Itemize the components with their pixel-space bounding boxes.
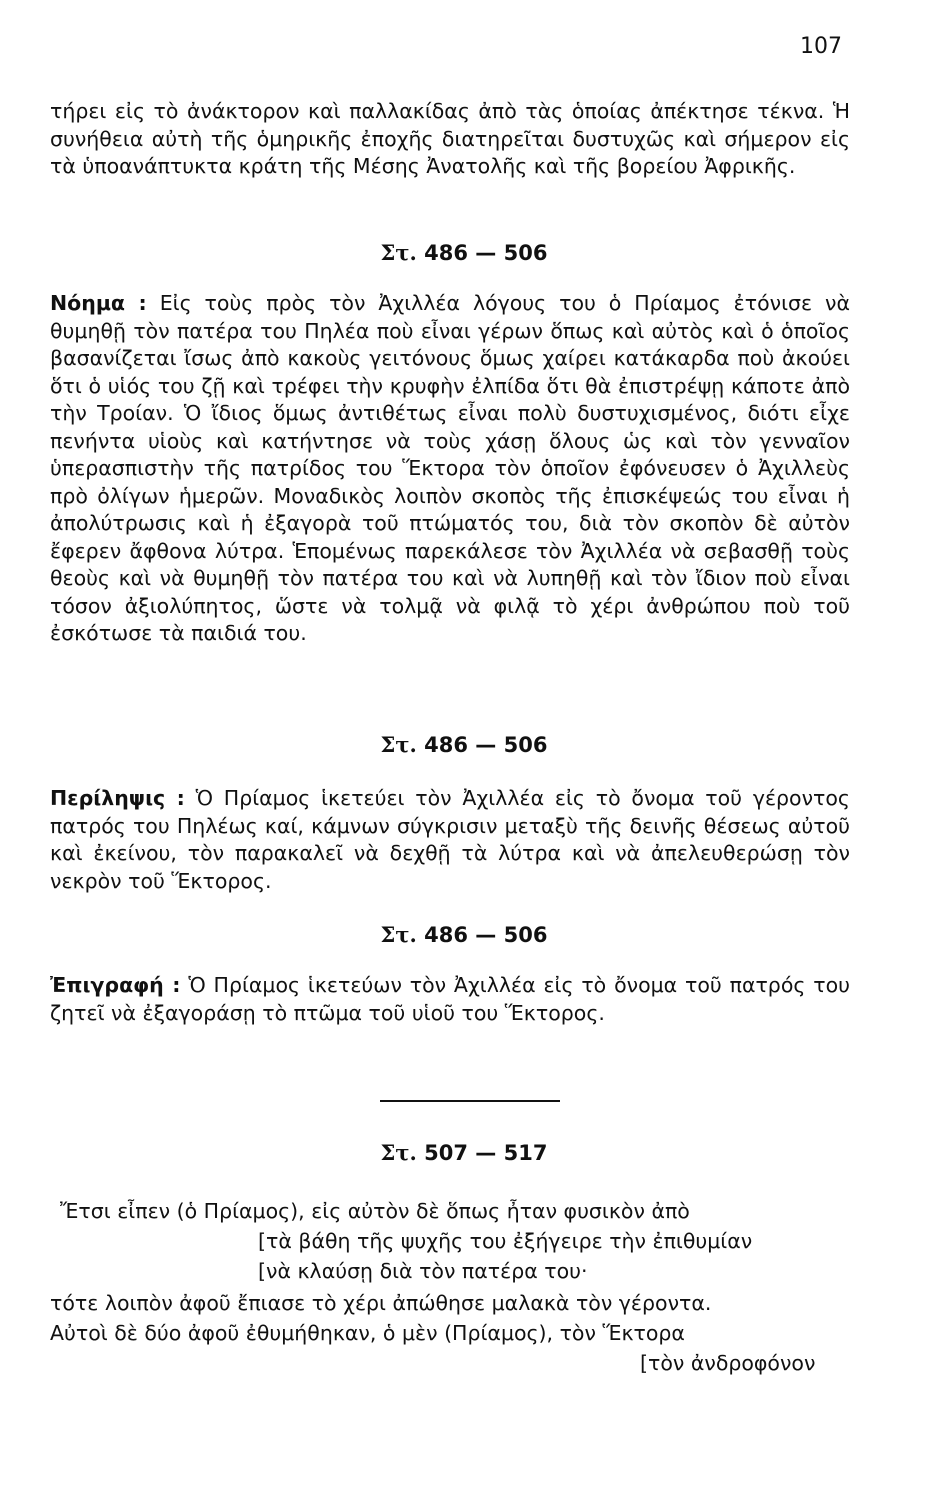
heading-st: Στ. bbox=[380, 240, 417, 265]
noima-text: Εἰς τοὺς πρὸς τὸν Ἀχιλλέα λόγους του ὁ Πρίαμος ἐτόνισε νὰ θυμηθῇ τὸν πατέρα του Πηλέα ποὺ εἶναι γέρων ὅπως καὶ αὐτὸς καὶ ὁ ὁποῖος βασανίζεται ἴσως ἀπὸ κακοὺς γειτόνους ὅμως χαίρει κατάκαρδα ποὺ ἀκούει ὅτι ὁ υἱός του ζῇ καὶ τρέφει τὴν κρυφὴν ἐλπίδα ὅτι θὰ ἐπιστρέψῃ κάποτε ἀπὸ τὴν Τροίαν. Ὁ ἴδιος ὅμως ἀντιθέτως εἶναι πολὺ δυστυχισμένος, διότι εἶχε πενήντα υἱοὺς καὶ κατήντησε νὰ τοὺς χάσῃ ὅλους ὡς καὶ τὸν γενναῖον ὑπερασπιστὴν τῆς πατρίδος του Ἕκτορα τὸν ὁποῖον ἐφόνευσεν ὁ Ἀχιλλεὺς πρὸ ὀλίγων ἡμερῶν. Μοναδικὸς λοιπὸν σκοπὸς τῆς ἐπισκέψεώς του εἶναι ἡ ἀπολύτρωσις καὶ ἡ ἐξαγορὰ τοῦ πτώματός του, διὰ τὸν σκοπὸν δὲ αὐτὸν ἔφερεν ἄφθονα λύτρα. Ἑπομένως παρεκάλεσε τὸν Ἀχιλλέα νὰ σεβασθῇ τοὺς θεοὺς καὶ νὰ θυμηθῇ τὸν πατέρα του καὶ νὰ λυπηθῇ καὶ τὸν ἴδιον ποὺ εἶναι τόσον ἀξιολύπητος, ὥστε νὰ τολμᾷ νὰ φιλᾷ τὸ χέρι ἀνθρώπου ποὺ τοῦ ἐσκότωσε τὰ παιδιά του. bbox=[50, 291, 850, 645]
epigrafi-label: Ἐπιγραφή : bbox=[50, 973, 181, 997]
heading-range: 486 — 506 bbox=[424, 923, 548, 947]
section-divider bbox=[380, 1100, 560, 1102]
translation-line: [τὸν ἀνδροφόνον bbox=[640, 1351, 816, 1375]
epigrafi-paragraph bbox=[50, 972, 850, 1027]
heading-range: 507 — 517 bbox=[424, 1141, 548, 1165]
translation-line: Αὐτοὶ δὲ δύο ἀφοῦ ἐθυμήθηκαν, ὁ μὲν (Πρίαμος), τὸν Ἕκτορα bbox=[50, 1321, 685, 1345]
noima-paragraph bbox=[50, 290, 850, 648]
section-heading-perilipsis bbox=[0, 732, 928, 757]
intro-paragraph: τήρει εἰς τὸ ἀνάκτορον καὶ παλλακίδας ἀπὸ τὰς ὁποίας ἀπέκτησε τέκνα. Ἡ συνήθεια αὐτὴ τῆς ὁμηρικῆς ἐποχῆς διατηρεῖται δυστυχῶς καὶ σήμερον εἰς τὰ ὑποανάπτυκτα κράτη τῆς Μέσης Ἀνατολῆς καὶ τῆς βορείου Ἀφρικῆς. bbox=[50, 99, 850, 178]
heading-range: 486 — 506 bbox=[424, 241, 548, 265]
perilipsis-paragraph bbox=[50, 785, 850, 895]
translation-line: [νὰ κλαύσῃ διὰ τὸν πατέρα του· bbox=[258, 1259, 588, 1283]
perilipsis-text: Ὁ Πρίαμος ἱκετεύει τὸν Ἀχιλλέα εἰς τὸ ὄνομα τοῦ γέροντος πατρός του Πηλέως καί, κάμνων σύγκρισιν μεταξὺ τῆς δεινῆς θέσεως αὐτοῦ καὶ ἐκείνου, τὸν παρακαλεῖ νὰ δεχθῇ τὰ λύτρα καὶ νὰ ἀπελευθερώσῃ τὸν νεκρὸν τοῦ Ἕκτορος. bbox=[50, 786, 850, 893]
perilipsis-label: Περίληψις : bbox=[50, 786, 185, 810]
heading-range: 486 — 506 bbox=[424, 733, 548, 757]
translation-line: τότε λοιπὸν ἀφοῦ ἔπιασε τὸ χέρι ἀπώθησε μαλακὰ τὸν γέροντα. bbox=[50, 1291, 712, 1315]
page-number: 107 bbox=[800, 34, 842, 59]
noima-label: Νόημα : bbox=[50, 291, 147, 315]
translation-line: [τὰ βάθη τῆς ψυχῆς του ἐξήγειρε τὴν ἐπιθυμίαν bbox=[258, 1229, 753, 1253]
heading-st: Στ. bbox=[380, 1140, 417, 1165]
section-heading-noima bbox=[0, 240, 928, 265]
section-heading-epigrafi bbox=[0, 922, 928, 947]
heading-st: Στ. bbox=[380, 922, 417, 947]
translation-line: Ἔτσι εἶπεν (ὁ Πρίαμος), εἰς αὐτὸν δὲ ὅπως ἦταν φυσικὸν ἀπὸ bbox=[60, 1199, 690, 1223]
heading-st: Στ. bbox=[380, 732, 417, 757]
section-heading-translation bbox=[0, 1140, 928, 1165]
epigrafi-text: Ὁ Πρίαμος ἱκετεύων τὸν Ἀχιλλέα εἰς τὸ ὄνομα τοῦ πατρός του ζητεῖ νὰ ἐξαγοράσῃ τὸ πτῶμα τοῦ υἱοῦ του Ἕκτορος. bbox=[50, 973, 850, 1025]
